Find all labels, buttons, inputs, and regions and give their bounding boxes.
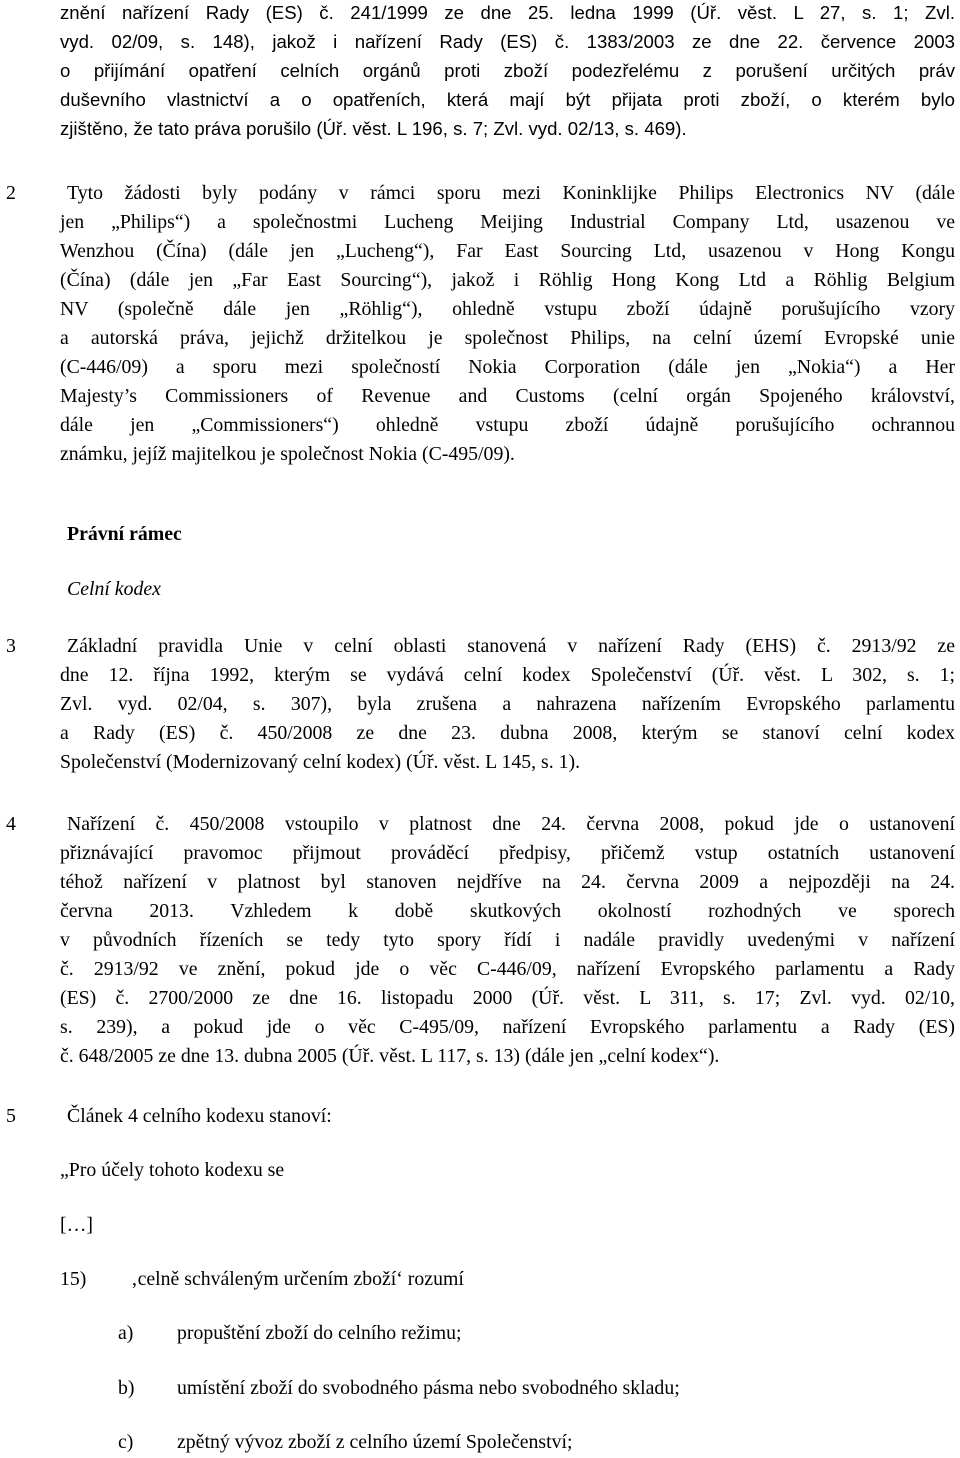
text-line: (ES) č. 2700/2000 ze dne 16. listopadu 2000 (Úř. věst. L 311, s. 17; Zvl. vyd. 02/10, <box>60 987 955 1009</box>
text-line: duševního vlastnictví a o opatřeních, která mají být přijata proti zboží, o kterém bylo <box>60 89 955 110</box>
paragraph-number: 4 <box>6 813 16 835</box>
quote-ellipsis: […] <box>60 1214 93 1236</box>
list-item-text: ‚celně schváleným určením zboží‘ rozumí <box>131 1268 464 1290</box>
subitem-text: umístění zboží do svobodného pásma nebo svobodného skladu; <box>177 1377 680 1399</box>
text-line: Wenzhou (Čína) (dále jen „Lucheng“), Far East Sourcing Ltd, usazenou v Hong Kongu <box>60 240 955 262</box>
subitem-label: b) <box>118 1377 135 1399</box>
text-line: června 2013. Vzhledem k době skutkových okolností rozhodných ve sporech <box>60 900 955 922</box>
text-line: s. 239), a pokud jde o věc C-495/09, nařízení Evropského parlamentu a Rady (ES) <box>60 1016 955 1038</box>
section-heading: Právní rámec <box>67 523 182 545</box>
text-line: a Rady (ES) č. 450/2008 ze dne 23. dubna 2008, kterým se stanoví celní kodex <box>60 722 955 744</box>
text-line: dále jen „Commissioners“) ohledně vstupu zboží údajně porušujícího ochrannou <box>60 414 955 436</box>
text-line: o přijímání opatření celních orgánů proti zboží podezřelému z porušení určitých práv <box>60 60 955 81</box>
paragraph-number: 5 <box>6 1105 16 1127</box>
text-line: dne 12. října 1992, kterým se vydává celní kodex Společenství (Úř. věst. L 302, s. 1; <box>60 664 955 686</box>
text-line: zjištěno, že tato práva porušilo (Úř. věst. L 196, s. 7; Zvl. vyd. 02/13, s. 469). <box>60 118 687 139</box>
text-line: (C-446/09) a sporu mezi společností Nokia Corporation (dále jen „Nokia“) a Her <box>60 356 955 378</box>
text-line: č. 648/2005 ze dne 13. dubna 2005 (Úř. věst. L 117, s. 13) (dále jen „celní kodex“). <box>60 1045 720 1067</box>
text-line: č. 2913/92 ve znění, pokud jde o věc C-446/09, nařízení Evropského parlamentu a Rady <box>60 958 955 980</box>
paragraph-number: 2 <box>6 182 16 204</box>
text-line: jen „Philips“) a společnostmi Lucheng Meijing Industrial Company Ltd, usazenou ve <box>60 211 955 233</box>
text-line: a autorská práva, jejichž držitelkou je společnost Philips, na celní území Evropské unie <box>60 327 955 349</box>
text-line: vyd. 02/09, s. 148), jakož i nařízení Rady (ES) č. 1383/2003 ze dne 22. července 2003 <box>60 31 955 52</box>
text-line: Tyto žádosti byly podány v rámci sporu mezi Koninklijke Philips Electronics NV (dále <box>67 182 955 204</box>
text-line: známku, jejíž majitelkou je společnost Nokia (C-495/09). <box>60 443 515 465</box>
quote-opening: „Pro účely tohoto kodexu se <box>60 1159 285 1181</box>
text-line: (Čína) (dále jen „Far East Sourcing“), jakož i Röhlig Hong Kong Ltd a Röhlig Belgium <box>60 269 955 291</box>
text-line: Společenství (Modernizovaný celní kodex) (Úř. věst. L 145, s. 1). <box>60 751 581 773</box>
text-line: Článek 4 celního kodexu stanoví: <box>67 1105 332 1127</box>
paragraph-number: 3 <box>6 635 16 657</box>
text-line: Zvl. vyd. 02/04, s. 307), byla zrušena a nahrazena nařízením Evropského parlamentu <box>60 693 955 715</box>
subitem-text: zpětný vývoz zboží z celního území Společenství; <box>177 1431 573 1453</box>
text-line: v původních řízeních se tedy tyto spory řídí i nadále pravidly uvedenými v nařízení <box>60 929 955 951</box>
text-line: Nařízení č. 450/2008 vstoupilo v platnost dne 24. června 2008, pokud jde o ustanovení <box>67 813 955 835</box>
text-line: Základní pravidla Unie v celní oblasti stanovená v nařízení Rady (EHS) č. 2913/92 ze <box>67 635 955 657</box>
section-subheading: Celní kodex <box>67 578 161 600</box>
text-line: přiznávající pravomoc přijmout prováděcí předpisy, přičemž vstup ostatních ustanovení <box>60 842 955 864</box>
text-line: Majesty’s Commissioners of Revenue and Customs (celní orgán Spojeného království, <box>60 385 955 407</box>
subitem-label: a) <box>118 1322 134 1344</box>
text-line: NV (společně dále jen „Röhlig“), ohledně vstupu zboží údajně porušujícího vzory <box>60 298 955 320</box>
subitem-text: propuštění zboží do celního režimu; <box>177 1322 462 1344</box>
text-line: téhož nařízení v platnost byl stanoven nejdříve na 24. června 2009 a nejpozději na 24. <box>60 871 955 893</box>
subitem-label: c) <box>118 1431 134 1453</box>
list-item-number: 15) <box>60 1268 87 1290</box>
text-line: znění nařízení Rady (ES) č. 241/1999 ze dne 25. ledna 1999 (Úř. věst. L 27, s. 1; Zvl. <box>60 2 955 23</box>
